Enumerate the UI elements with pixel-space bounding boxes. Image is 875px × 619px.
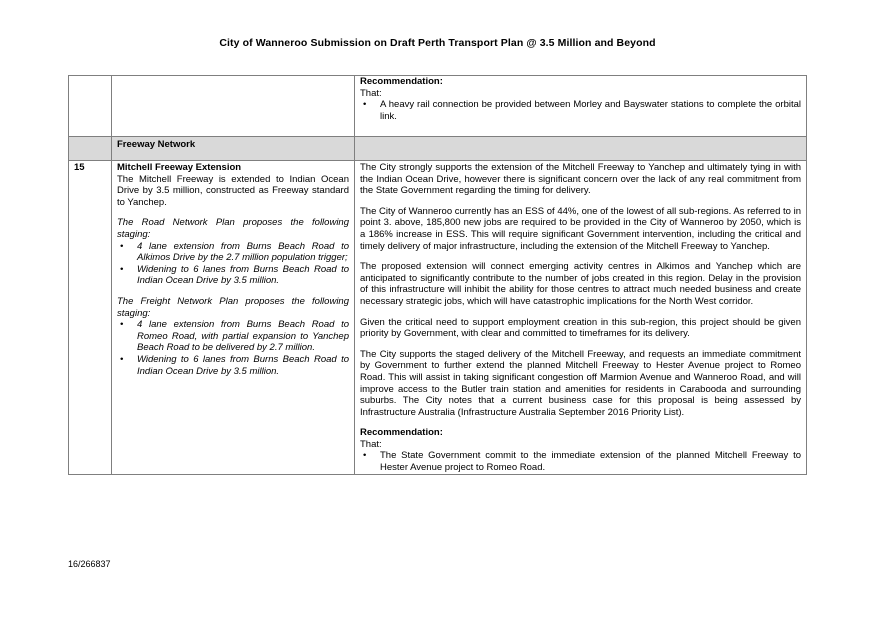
table-row — [69, 76, 807, 137]
list-item: • Widening to 6 lanes from Burns Beach Road to Indian Ocean Drive by 3.5 million. — [117, 354, 349, 377]
section-row — [69, 137, 807, 161]
response-cell — [355, 161, 807, 475]
recommendation-list — [360, 450, 801, 473]
that-label: That: — [360, 87, 382, 99]
table-row — [69, 161, 807, 475]
that-label: That: — [360, 438, 382, 450]
item-description: The Mitchell Freeway is extended to Indian Ocean Drive by 3.5 million, constructed as Freeway standard to Yanchep. — [117, 173, 349, 208]
list-item: • 4 lane extension from Burns Beach Road to Romeo Road, with partial expansion to Yanchep Beach Road to be delivered by 2.7 million. — [117, 319, 349, 354]
list-item: • The State Government commit to the immediate extension of the planned Mitchell Freeway to Hester Avenue project to Romeo Road. — [360, 450, 801, 473]
freight-network-intro: The Freight Network Plan proposes the following staging: — [117, 295, 349, 319]
list-item: • A heavy rail connection be provided between Morley and Bayswater stations to complete the orbital link. — [360, 99, 801, 122]
freight-network-list — [117, 319, 349, 377]
recommendation-heading: Recommendation: — [360, 427, 443, 439]
response-paragraph: The City supports the staged delivery of the Mitchell Freeway, and requests an immediate commitment by Government to further extend the planned Mitchell Freeway to Hester Avenue project to Romeo Road. This will assist in taking significant congestion off Marmion Avenue and Wanneroo Road, and will improve access to the Butler train station and amenities for residents in Carabooda and surrounding suburbs. The City notes that a current business case for this proposal is being assessed by Infrastructure Australia (Infrastructure Australia September 2016 Priority List). — [360, 348, 801, 418]
response-paragraph: The City strongly supports the extension of the Mitchell Freeway to Yanchep and ultimately tying in with the Indian Ocean Drive, however there is significant concern over the lack of any real commitment from the State Government regarding the timing for delivery. — [360, 162, 801, 197]
number-cell — [69, 137, 112, 161]
document-title: City of Wanneroo Submission on Draft Perth Transport Plan @ 3.5 Million and Beyond — [219, 37, 656, 49]
proposal-cell — [112, 76, 355, 137]
proposal-cell — [112, 161, 355, 475]
road-network-list — [117, 241, 349, 287]
recommendation-heading: Recommendation: — [360, 76, 443, 87]
item-title: Mitchell Freeway Extension — [117, 162, 242, 173]
response-cell — [355, 76, 807, 137]
response-paragraph: Given the critical need to support employment creation in this sub-region, this project should be given priority by Government, with clear and committed to timeframes for its delivery. — [360, 316, 801, 340]
list-item: • 4 lane extension from Burns Beach Road to Alkimos Drive by the 2.7 million population trigger; — [117, 241, 349, 264]
response-paragraph: The proposed extension will connect emerging activity centres in Alkimos and Yanchep which are anticipated to significantly contribute to the number of jobs created in this region. Delay in the provision of this infrastructure will inhibit the ability for those centres to attract much needed business and create necessary strategic jobs, which will have catastrophic implications for the North West corridor. — [360, 261, 801, 307]
recommendation-list — [360, 99, 801, 122]
number-cell — [69, 76, 112, 137]
list-item: • Widening to 6 lanes from Burns Beach Road to Indian Ocean Drive by 3.5 million. — [117, 264, 349, 287]
document-reference: 16/266837 — [68, 559, 111, 569]
response-paragraph: The City of Wanneroo currently has an ESS of 44%, one of the lowest of all sub-regions. As referred to in point 3. above, 185,800 new jobs are required to be provided in the City of Wanneroo by 2050, which is a 186% increase in ESS. This will require significant Government intervention, including the critical and timely delivery of major infrastructure, including the extension of the Mitchell Freeway to Yanchep. — [360, 205, 801, 252]
response-cell — [355, 137, 807, 161]
item-number: 15 — [69, 161, 112, 475]
section-heading: Freeway Network — [112, 137, 355, 161]
road-network-intro: The Road Network Plan proposes the following staging: — [117, 217, 349, 240]
submission-table — [68, 75, 807, 475]
